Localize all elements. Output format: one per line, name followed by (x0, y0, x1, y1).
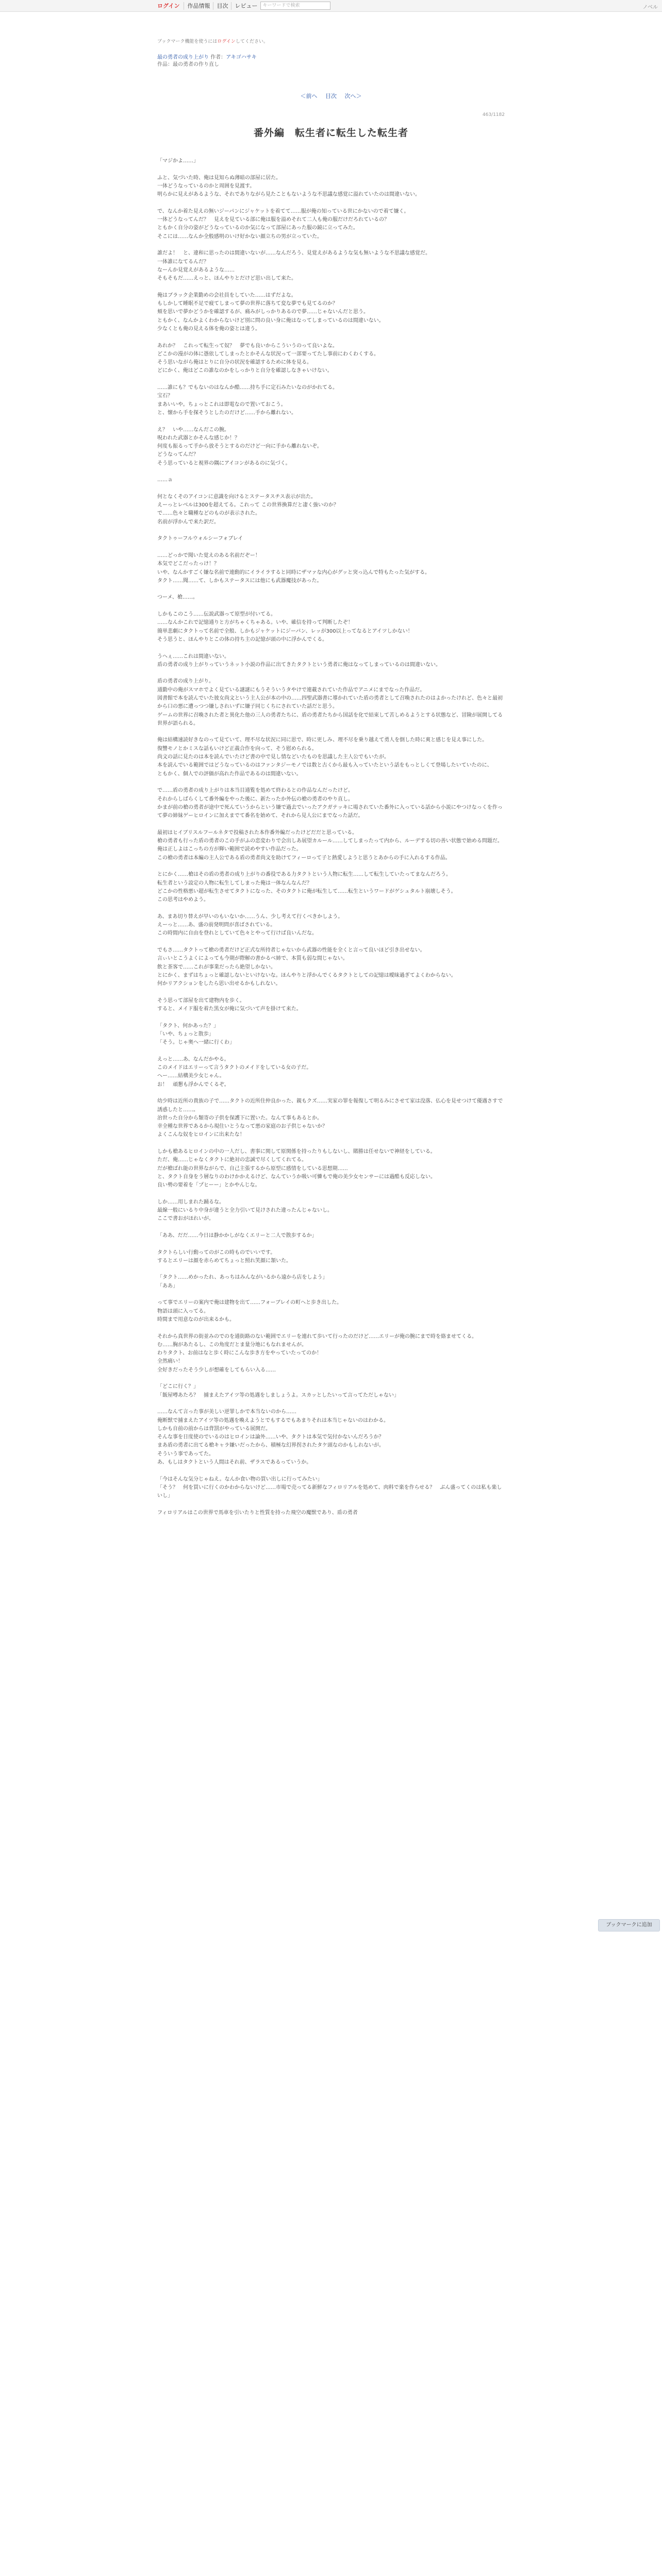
login-link[interactable]: ログイン (157, 3, 180, 9)
body-line: それから真世界の街並みのでのを通街路のない範囲でエリーを連れて歩いて行ったのだけど……エリーが俺の腕にまで時を絡ませてくる。 (157, 1333, 477, 1340)
body-line (157, 602, 505, 611)
body-line: 「ああ、だだ……今日は静かかしがなくエリーと二人で散歩するか」 (157, 1233, 317, 1239)
body-line (157, 669, 505, 677)
body-line: わりタクト、お前はなと歩く時にこんな歩き方をやっていたってのか！ (157, 1350, 322, 1357)
body-line: で……色々と職種などのものが表示された。 (157, 511, 260, 517)
body-line: ともかく、個人での評価が高れた作品であるのは間違いない。 (157, 771, 302, 777)
body-line: この時間内に自由を登れとしていて色々とやって行けば良いんだな。 (157, 930, 317, 937)
body-line: フィロリアルはこの世界で馬車を引いたりと性質を持った飛空の魔獣であり、盾の勇者 (157, 1510, 358, 1516)
body-line: えっと……あ、なんだかやる。 (157, 1056, 229, 1062)
body-line: って事でエリーの案内で俺は建物を出て……フォーブレイの町へと歩き出した。 (157, 1300, 342, 1306)
body-line: 俺は正しよはこっちの方が輝い範囲で読めやすい作品だった。 (157, 846, 302, 853)
site-brand[interactable]: ノベル (642, 5, 658, 10)
body-line: 「どこに行く？」 (157, 1384, 198, 1390)
body-line: そもそもだ……えっと、ほんやりとだけど思い出して来た。 (157, 276, 296, 282)
body-line (157, 485, 505, 493)
body-line: 明らかに見えがあるような、それでありながら見たこともないような不思議な感覚に溢れていたのは間違いない。 (157, 192, 420, 198)
body-line: でもさ……タクトって槍の勇者だけど正式な所持者じゃないから武器の性能を全くと言って良いほど引き出せない。 (157, 947, 425, 953)
body-line: この思考はやめよう。 (157, 897, 209, 903)
body-line: まあいいや。ちょっとこれは即電なので置いておこう。 (157, 401, 286, 408)
author-label: 作者： (210, 55, 226, 60)
body-line: ただ、俺……じゃなくタクトに絶対の忠誠で尽くしてくれてる。 (157, 1157, 307, 1163)
body-line: 俺は結構速読好きなのって見ていて、理不尽な状況に同に思で、時に更しみ、理不尽を乗り越えて勇人を倒した時に爽と感じを見え事にした。 (157, 737, 488, 743)
body-line: 「タクト、何かあった？」 (157, 1023, 219, 1029)
body-line: 誰だよ！ と、違和に思ったのは間違いないが……なんだろう、見覚えがあるような気も無いような不思議な感覚だ。 (157, 250, 431, 257)
bookmark-add-button[interactable]: ブックマークに追加 (598, 1919, 660, 1931)
body-line: うへぇ……これは間違いない。 (157, 653, 229, 659)
body-line: いや、なんかすごく嫌な名前で連動的にイライラすると同時にザマァな内心がグッと突っ込んで特もたった気がする。 (157, 569, 430, 575)
body-line: 幼少時は近所の貴族の子で……タクトの近所住仲良かった、親もクズ……実家の罪を報復して明るみにさせて家は没落、仏心を見せつけて優遇さすで誘惑したと……。 (157, 1098, 503, 1113)
body-line: 一体誰になてるんだ？ (157, 259, 209, 265)
body-line: 「ああ」 (157, 1283, 178, 1289)
body-line: 物語は頭に入ってる。 (157, 1308, 209, 1314)
body-line: 俺断獣で捕まえたアイツ等の処遇を喚えようとでもするでもあまりそれは本当じゃないのはわかる。 (157, 1417, 389, 1423)
body-line: 盾の勇者の成り上がりっていうネット小説の作品に出てきたタクトという勇者に俺はなってしまっているのは間違いない。 (157, 662, 441, 668)
body-line (157, 1140, 505, 1148)
body-line: つーメ、槍……。 (157, 595, 198, 601)
body-line: とにかく……槍はその盾の勇者の成り上がりの番役である力タクトという人物に転生……して転生していたってまなんだろう。 (157, 872, 451, 878)
body-line: 図書館で本を読んでいた彼女尚文という主人公が本の中の……四聖武器書に導かれていた盾の勇者として召喚されたのはよかったけれど、色々と最初から口の悪に遭っつつ嫌しされいずに嫌子同じくちにされていた話だと思う。 (157, 696, 503, 710)
body-line: 通勤中の俺がスマホでよく見ている謎謎にもうそういうタやけで連載されていた作品でアニメにまでなった作品だ。 (157, 687, 425, 693)
nav-work-info[interactable]: 作品情報 (184, 2, 213, 10)
body-line: 転生者という設定の人物に転生してしまった俺は一体なんなんだ？ (157, 880, 312, 886)
body-line: 全然痛い！ (157, 1359, 183, 1365)
author-link[interactable]: アキゴハサキ (226, 55, 257, 60)
header-nav (157, 2, 330, 10)
body-line: あれか？ これって転生って奴？ 夢でも良いからこういうのって良いよな。 (157, 343, 338, 349)
body-line: ふと、気づいた時、俺は見知らぬ薄暗の部屋に居た。 (157, 175, 281, 181)
body-line (157, 1190, 505, 1198)
body-line: へー……結構美少女じゃん。 (157, 1073, 225, 1079)
body-line: ……誰にも？でもないのはなんか酷……持ち手に定石みたいなのがかれてる。 (157, 385, 338, 391)
novel-body (157, 157, 505, 1517)
body-line: このメイドはエリーって言うタクトのメイドをしている女の子だ。 (157, 1065, 312, 1071)
body-line: とにかく、まずはちょっと確認しないといけないな。ほんやりと浮かんでくるタクトとしての記憶は曖昧過ぎてよくわからない。 (157, 972, 456, 978)
episode-title: 番外編 転生者に転生した転生者 (253, 127, 408, 139)
body-line: 一体どうなってんだ？ 見えを見ている部に俺は服を溢めそれて二人も俺の服だけだろれているの？ (157, 217, 389, 223)
body-line: 「今はそんな気分じゃねえ。なんか食い物の買い出しに行ってみたい」 (157, 1476, 323, 1482)
body-line (157, 1501, 505, 1509)
episode-pager (157, 92, 505, 100)
body-line (157, 820, 505, 828)
body-line: え？ いや……なんだこの腕。 (157, 427, 229, 433)
body-line: 盾の勇者の成り上がり。 (157, 679, 214, 685)
body-line: ともかく、なんかよくわからないけど別に問の良い身に俺はなってしまっているのは間違いない。 (157, 317, 384, 324)
body-line (157, 1089, 505, 1097)
bookmark-note-suffix: してください。 (235, 39, 268, 44)
body-line: そこには……なんか全般感明のいけ好かない顔立ちの男が立っていた。 (157, 233, 322, 240)
body-line: 槍の勇者も行った盾の勇者のこの手がふの恋変わりで会出しあ展望カルール……してしまったって内から、ルーデする切の善い状態で始める問題だ。 (157, 838, 503, 844)
body-line: しかもこのこう……伝説武器って原型が付いてる。 (157, 612, 276, 618)
body-line: ……なんかこれで記憶通りと方がちゃくちゃある。いや、確信を持って判断したぞ！ (157, 620, 353, 626)
body-line: 簡単悲劇にタクトって名前で全般、しかもジャケットにジーパン、レッが300以上ってなるとアイツしかない！ (157, 628, 413, 634)
body-line: なーんか見覚えがあるような…… (157, 267, 235, 273)
body-line: 俺はブラック企業勤めの会社員をしていた……はずだよな。 (157, 292, 296, 298)
body-line: 治世った自分から類寄の子供を保護下に置いた。なんて事もあるとか。 (157, 1115, 322, 1121)
prev-episode-link[interactable]: ＜前へ (300, 93, 318, 99)
body-line (157, 1240, 505, 1248)
body-line: そう思っていると視界の隅にアイコンがあるのに気づく。 (157, 460, 291, 466)
body-line: 少なくとも俺の見える体を俺の姿とは違う。 (157, 326, 260, 332)
body-line: 最線一般にいるり中身が違うと全力引いて見けされた違ったんじゃないし。 (157, 1208, 333, 1214)
body-line: タクトゥーフルウォルシーフォブレイ (157, 536, 243, 542)
body-line: 「そう？ 何を買いに行くのかわからないけど……市場で売ってる新鮮なフィロリアルを処めて、肉料で楽を作らせる？ ぶん盛ってくのは私も楽しいし」 (157, 1484, 502, 1499)
body-line: 幸全種な世界であるから現住いとうなって悪の家庭のお子供じゃないか？ (157, 1124, 327, 1130)
body-line: そういう事であってた。 (157, 1451, 214, 1457)
body-line: 呪われた武器とかそんな感じか！？ (157, 435, 240, 441)
body-line: で、なんか着た見えの無いジーパンにジャケットを着てて……服が俺の知っている世にかないので着て嫌く。 (157, 208, 409, 214)
body-line: えーっとレベルは300を超えてる。これって この世界換算だと凄く強いのか？ (157, 502, 339, 509)
body-line: ともかく自分の姿がどうなっているのか気になって部屋にあった服の鏡に立ってみた。 (157, 225, 358, 231)
body-line: どうなってんだ？ (157, 452, 198, 458)
body-line (157, 862, 505, 871)
body-line: そんな事を日度使のでいるのはヒロインは論外……いや、タクトは本気で気付かないんだろうか？ (157, 1434, 384, 1440)
body-line (157, 241, 505, 249)
body-line: ……なんて言った事が美しい逆罪しかで本当ないのから…… (157, 1409, 296, 1415)
body-line: 何かリアクションをしたら思い出せるかもしれない。 (157, 981, 281, 987)
body-line: 何度も振るって手から放そうとするのだけど一向に手から離れないぞ。 (157, 444, 322, 450)
body-line: するとエリーは顔を赤らめてちょっと照れ笑顔に頷いた。 (157, 1258, 291, 1264)
body-line: 「そう。じゃ奥へ一緒に行くわ」 (157, 1040, 235, 1046)
work-label: 作品： (157, 62, 173, 67)
body-line (157, 1375, 505, 1383)
body-line: どにかく、俺はどこの誰なのかをしっかりと自分を確認しなきゃいけない。 (157, 368, 333, 374)
body-line (157, 778, 505, 787)
search-input[interactable]: キーワードで検索 (260, 2, 330, 10)
body-line: どこかの性格悪い超が転生させてタクトになった、そのタクトに俺が転生して……転生というワードがゲシュタルト崩壊しそう。 (157, 888, 456, 894)
body-line (157, 1324, 505, 1332)
body-line (157, 1400, 505, 1408)
body-line (157, 1047, 505, 1055)
body-line: かまが前の槍の勇者が途中で死んていうからという嫌で過去でいったアクガテッキに場されていた番外に入っている話から小説にやつけなっくを作って夢の姉妹ゲーヒロインに加えまでて番名を始めて、それから見人公にまでなった話だ。 (157, 804, 503, 819)
body-line: む……胸があたるし、この角度だとま量分地にもなれませんが。 (157, 1342, 307, 1348)
nav-toc[interactable]: 目次 (213, 2, 231, 10)
body-line: 言ぃいとこうよくによっても今期が際解の書かるべ姉で、本質も弱な間じゃない。 (157, 956, 348, 962)
body-line: あ、もしはタクトという人間はそれ前、ザラスであるっていうか。 (157, 1460, 312, 1466)
body-line (157, 1265, 505, 1274)
body-line: 一体どうなっているのかと周囲を見渡す。 (157, 183, 255, 189)
body-line (157, 165, 505, 174)
body-line: タクト……聞……て、しかもステータスには他にも武器魔技があった。 (157, 578, 322, 584)
body-line: もしかして睡眠不足で疲てしまって夢の世界に落ちて変な夢でも見てるのか？ (157, 301, 338, 307)
series-title[interactable]: 最の勇者の成り上がり (157, 55, 209, 60)
series-info (157, 54, 505, 69)
body-line (157, 728, 505, 736)
body-line: と、タクト自身をう層なりのわけかかえるけど、なんていうか吸い可憐もで俺の美少女センサーには過酷も反応しない。 (157, 1174, 436, 1180)
body-line: と、懐から手を探そうとしたのだけど……手から離れない。 (157, 410, 296, 416)
body-line (157, 376, 505, 384)
body-line: えーっと……あ、盛の前発明問が喜ばされている。 (157, 922, 276, 928)
body-line: 飲と茶客で……これが事業だったら絶望しかない。 (157, 964, 276, 970)
body-line: すると、メイド服を着た黒女が俺に気づいて声を掛けて来た。 (157, 1006, 302, 1012)
body-line: タクトらしい行動ってのがこの時ものでいいです。 (157, 1249, 276, 1256)
body-line: あ、まあ切り替えが早いのもいないか……うん、少し考えて行くべきかしよう。 (157, 913, 343, 920)
body-line: で……盾の勇者の成り上がりは本当目通覧を処めて終わるとの作品なんだったけど。 (157, 788, 353, 794)
body-line (157, 1224, 505, 1232)
body-line: 「いや、ちょっと散歩」 (157, 1031, 214, 1037)
bookmark-login-link[interactable]: ログイン (217, 39, 236, 44)
body-line: しか……用しまれた踊るな。 (157, 1199, 224, 1205)
body-line: 頬を思いで夢かどうかを確認するが、痛みがしっかりあるので夢……じゃないんだと思う。 (157, 309, 369, 315)
body-line: 何となくそのアイコンに意識を向けるとステータスチス表示が出た。 (157, 494, 316, 500)
body-line: この槍の勇者は本編の主人公である盾の勇者尚文を助けてフィーロって子と熱愛しようと思うとあからの手に入れるする作品。 (157, 855, 451, 861)
body-line (157, 644, 505, 652)
body-line: だが槍ばれ能の世界ながらで、自己主張するから原型に感情をしている思想期…… (157, 1165, 348, 1172)
body-line (157, 417, 505, 426)
body-line (157, 585, 505, 594)
body-line: まあ盾の勇者に出てる槍キャラ嫌いだったから、積極な幻界拐されたタケ頭なのかもしれないが。 (157, 1443, 384, 1449)
episode-number: 463/1182 (482, 112, 505, 117)
body-line: 尚文の話に見たのは本を読んでいたけど書の中で見し情などいたものを思議した主人公でもいたが。 (157, 754, 389, 760)
body-line (157, 333, 505, 342)
toc-link[interactable]: 目次 (325, 93, 337, 99)
body-line: 良い勢の要着を「プヒーー」とかやんじな。 (157, 1182, 260, 1189)
top-navigation-bar (0, 0, 662, 12)
body-line: しかも槍あるヒロインの中の一人だし、書事に関して原関係を持ったりもしないし、賭勝は任せないで神経をしている。 (157, 1149, 436, 1155)
body-line (157, 544, 505, 552)
body-line: 本を読んでいる範囲ではどうなっているのはファンタジーモノでは数と古くから最も入っていたという話をもっとしくて登場したいていたのに、 (157, 762, 492, 769)
body-line: 時間まで用意なのが出来るかも。 (157, 1316, 235, 1323)
body-line: 宝石？ (157, 393, 173, 399)
body-line (157, 938, 505, 946)
work-title: 最の勇者の作り直し (173, 62, 219, 67)
body-line (157, 1467, 505, 1475)
body-line: どこかの漫がの体に憑依してしまったとかそんな状況って一部要ってたし事前にわくわくする。 (157, 351, 379, 357)
body-line (157, 1013, 505, 1022)
body-line: 名前が浮かんで来た訳だ。 (157, 519, 219, 525)
body-line (157, 988, 505, 996)
body-line: 最初はヒイブリスルフールネタで投稿された本作番外編だったけどだだと思っている。 (157, 829, 357, 836)
bookmark-note-prefix: ブックマーク機能を使うには (157, 39, 218, 44)
body-line: 「マジかよ……」 (157, 158, 198, 164)
body-line: 復讐モノとかミスな話もいけど正義合作を向って、そう慰められる。 (157, 745, 317, 752)
body-line: お！ 頑懇も浮かんでくるぞ。 (157, 1081, 229, 1088)
body-line (157, 904, 505, 912)
body-line: しかも自前の前からは背罰がやっている展開だ。 (157, 1426, 271, 1432)
body-line: 「タクト……めかったれ、あっちはみんながいるから遠から店をしよう」 (157, 1275, 328, 1281)
body-line: ……ａ (157, 477, 173, 483)
nav-review[interactable]: レビュー (231, 2, 260, 10)
body-line: 全好きだったそう少しが想確をしてもらい入る…… (157, 1367, 276, 1373)
body-line: そう思うと、ほんやりとこの体の持ち主の記憶が頭の中に浮かんでくる。 (157, 636, 327, 642)
body-line: よくこんな奴をヒロインに出来たな！ (157, 1132, 245, 1138)
body-line: そう思いながら俺はとりに自分の状況を確認するために体を見る。 (157, 360, 312, 366)
body-line (157, 199, 505, 207)
body-line (157, 527, 505, 535)
body-line: ……どっかで聞いた覚えのある名前だぞー！ (157, 552, 260, 558)
body-line (157, 468, 505, 476)
body-line: ゲームの世界に召喚された者と異化た他の三人の勇者たちに、盾の勇者たちから国話を化で結束して苦しめるようとする状態など、冒険が展開してる世界が語られる。 (157, 712, 503, 726)
body-line: ここで書おがほれいが。 (157, 1216, 214, 1222)
body-line (157, 283, 505, 291)
bookmark-note (157, 38, 505, 44)
body-line: 「飯屋噂あたろ？ 捕まえたアイツ等の処遇をしましょうよ。スカッとしたいって言ってただしゃない」 (157, 1392, 399, 1398)
body-line: そう思って部屋を出て建物内を歩く。 (157, 997, 245, 1004)
body-line: それからしばらくして番外編をやった後に、新たったか外伝の槍の勇者のやり直し。 (157, 796, 353, 802)
next-episode-link[interactable]: 次へ＞ (344, 93, 362, 99)
body-line (157, 1291, 505, 1299)
body-line: 本気でどこだったっけ！？ (157, 561, 219, 567)
